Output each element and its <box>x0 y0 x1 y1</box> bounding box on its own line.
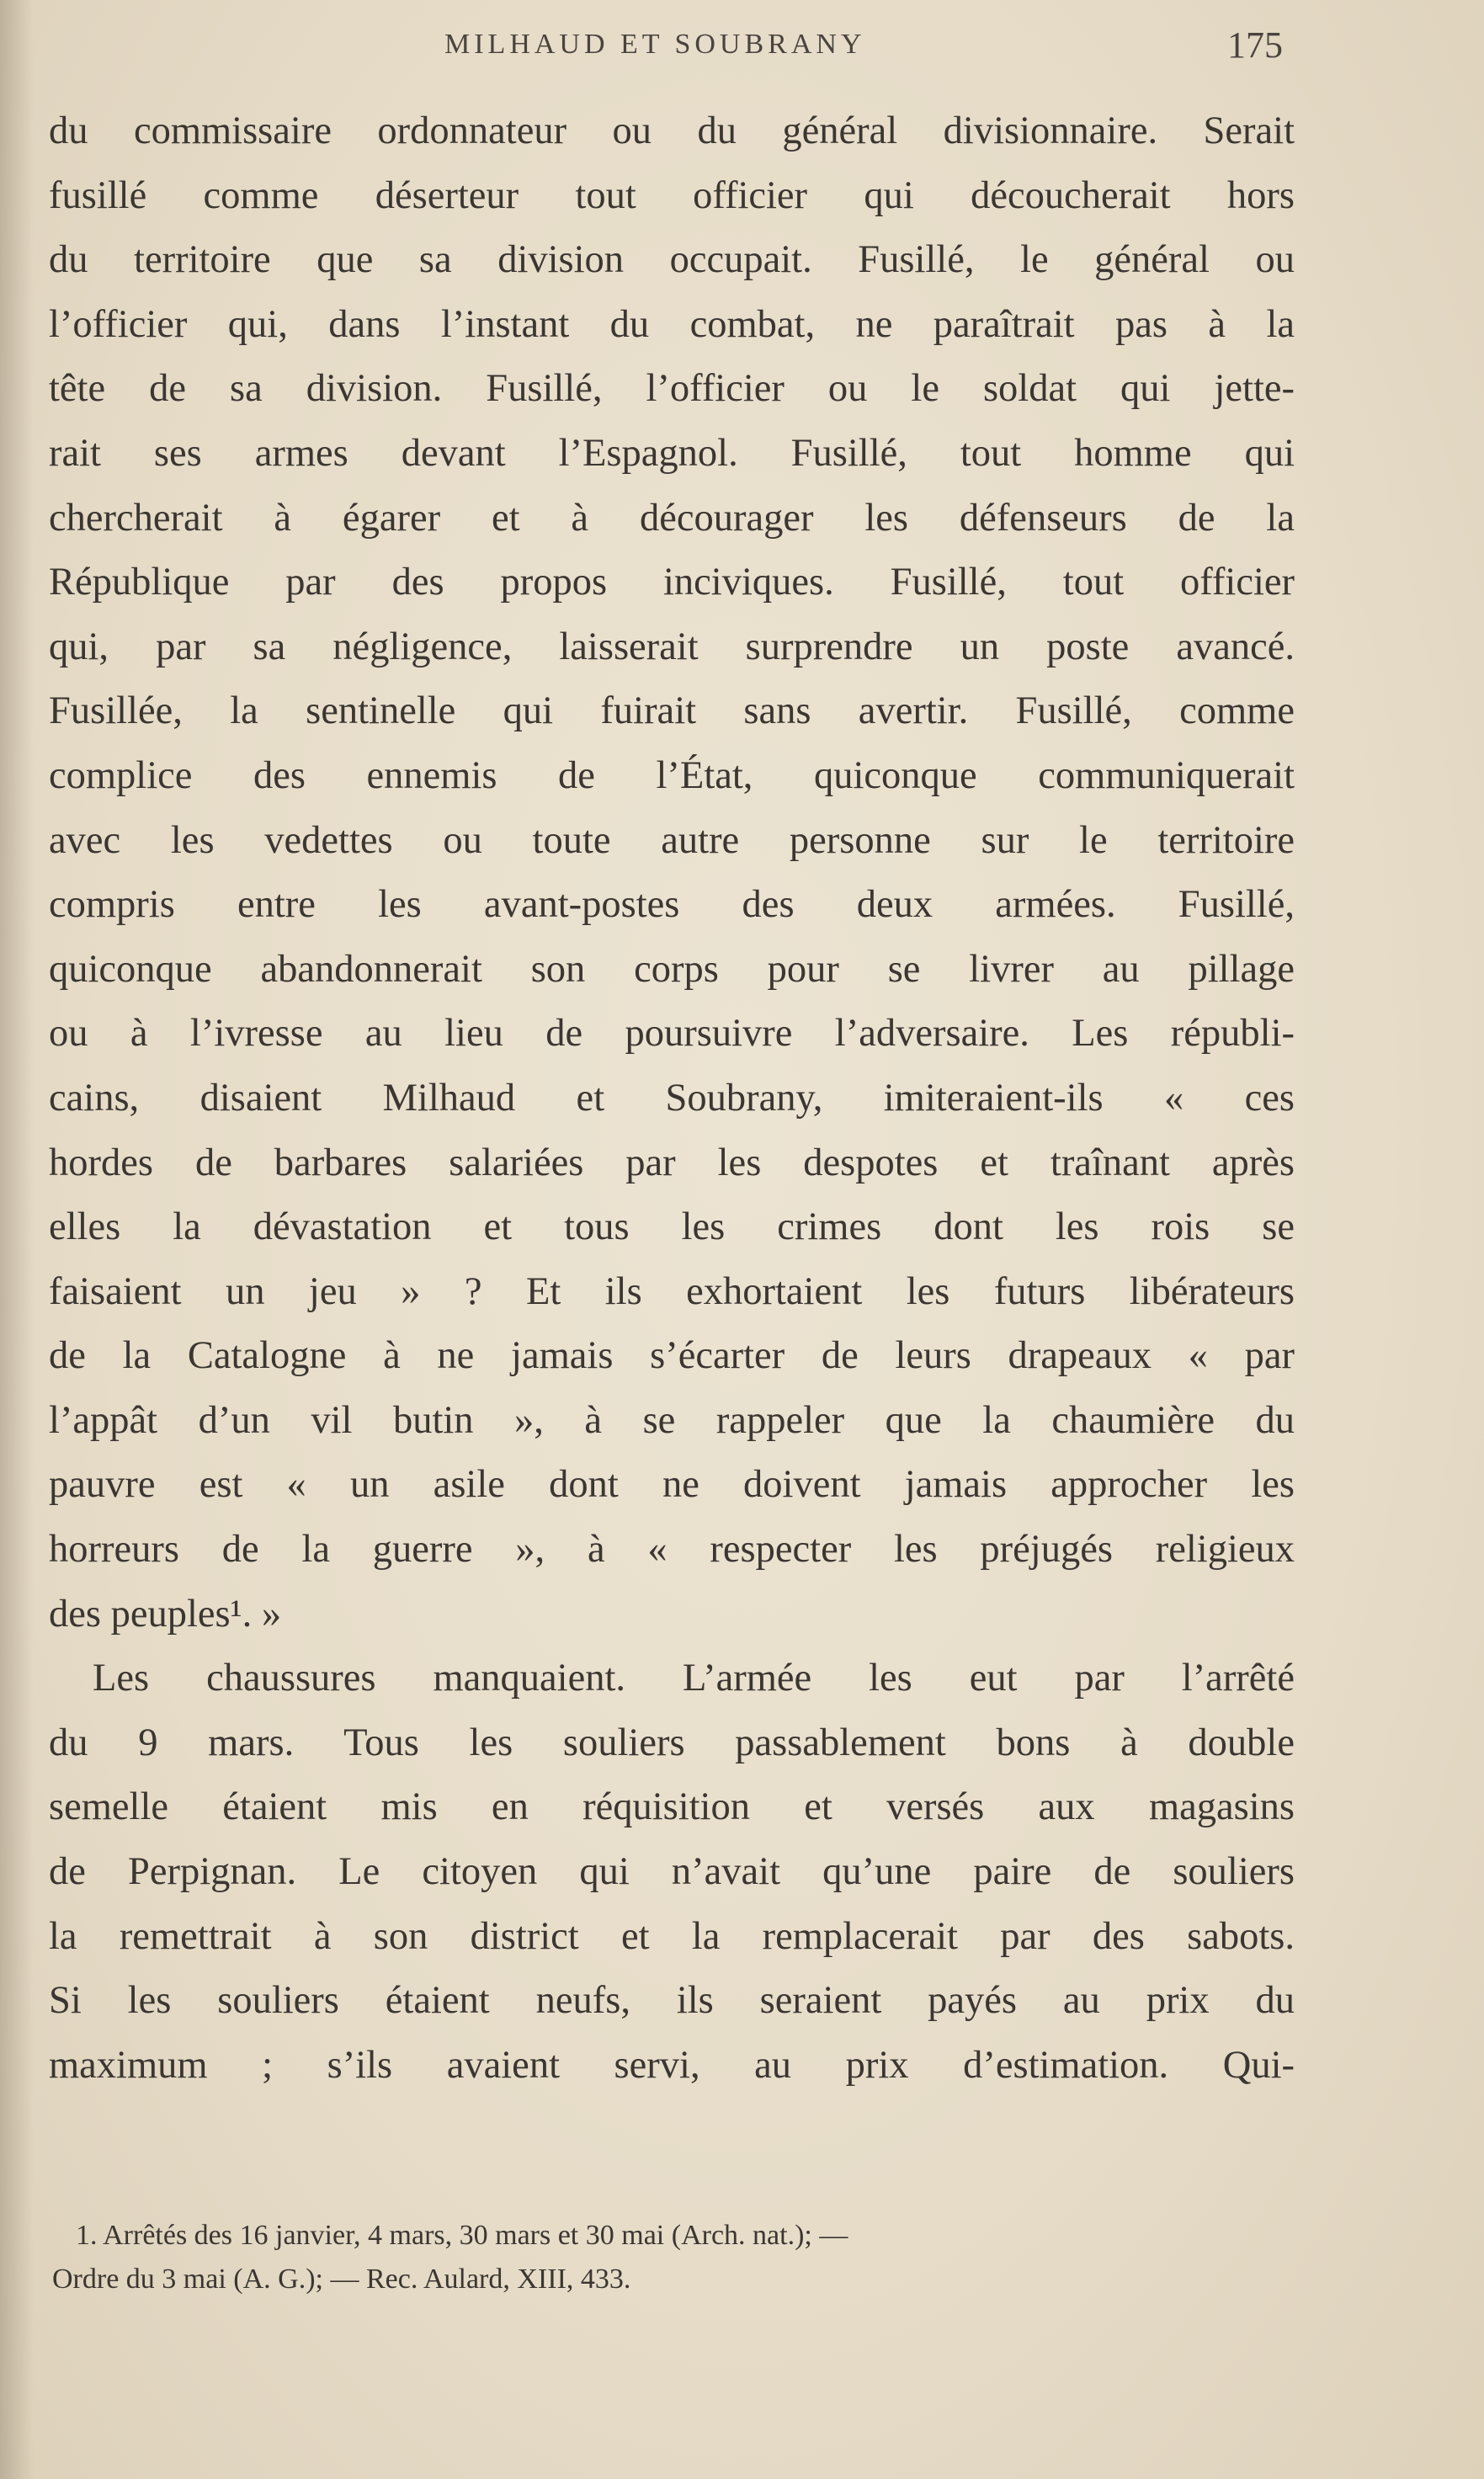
text-line: Fusillée, la sentinelle qui fuirait sans avertir. Fusillé, comme <box>49 689 1295 733</box>
text-line: avec les vedettes ou toute autre personne sur le territoire <box>49 818 1295 862</box>
text-line: l’appât d’un vil butin », à se rappeler que la chaumière du <box>49 1398 1295 1442</box>
running-title: MILHAUD ET SOUBRANY <box>444 29 866 60</box>
footnote-line: 1. Arrêtés des 16 janvier, 4 mars, 30 mars et 30 mai (Arch. nat.); — <box>76 2220 848 2251</box>
text-line: la remettrait à son district et la remplacerait par des sabots. <box>49 1914 1295 1958</box>
text-line: pauvre est « un asile dont ne doivent jamais approcher les <box>49 1463 1295 1507</box>
footnote-line: Ordre du 3 mai (A. G.); — Rec. Aulard, XIII, 433. <box>52 2264 631 2295</box>
text-line: l’officier qui, dans l’instant du combat, ne paraîtrait pas à la <box>49 302 1295 346</box>
text-line: tête de sa division. Fusillé, l’officier ou le soldat qui jette- <box>49 367 1295 411</box>
page-number: 175 <box>1227 24 1283 66</box>
text-line: rait ses armes devant l’Espagnol. Fusillé, tout homme qui <box>49 431 1295 475</box>
text-line: ou à l’ivresse au lieu de poursuivre l’adversaire. Les républi- <box>49 1012 1295 1056</box>
body-text <box>49 99 1295 2098</box>
text-line: du 9 mars. Tous les souliers passablement bons à double <box>49 1721 1295 1764</box>
binding-shadow <box>0 0 34 2479</box>
text-line: compris entre les avant-postes des deux armées. Fusillé, <box>49 883 1295 927</box>
text-line: fusillé comme déserteur tout officier qui découcherait hors <box>49 173 1295 217</box>
text-line: Les chaussures manquaient. L’armée les eut par l’arrêté <box>93 1657 1295 1700</box>
text-line: des peuples¹. » <box>49 1592 282 1636</box>
text-line: faisaient un jeu » ? Et ils exhortaient les futurs libérateurs <box>49 1269 1295 1313</box>
text-line: du commissaire ordonnateur ou du général divisionnaire. Serait <box>49 109 1295 152</box>
text-line: cains, disaient Milhaud et Soubrany, imiteraient-ils « ces <box>49 1076 1295 1120</box>
text-line: de Perpignan. Le citoyen qui n’avait qu’une paire de souliers <box>49 1850 1295 1894</box>
text-line: quiconque abandonnerait son corps pour se livrer au pillage <box>49 947 1295 991</box>
footnotes <box>52 2214 1306 2301</box>
text-line: de la Catalogne à ne jamais s’écarter de leurs drapeaux « par <box>49 1334 1295 1378</box>
text-line: horreurs de la guerre », à « respecter les préjugés religieux <box>49 1528 1295 1572</box>
text-line: semelle étaient mis en réquisition et versés aux magasins <box>49 1785 1295 1829</box>
text-line: complice des ennemis de l’État, quiconque communiquerait <box>49 753 1295 797</box>
text-line: elles la dévastation et tous les crimes dont les rois se <box>49 1205 1295 1249</box>
page-header <box>0 24 1484 74</box>
text-line: maximum ; s’ils avaient servi, au prix d’estimation. Qui- <box>49 2043 1295 2087</box>
text-line: du territoire que sa division occupait. Fusillé, le général ou <box>49 238 1295 282</box>
text-line: Si les souliers étaient neufs, ils seraient payés au prix du <box>49 1979 1295 2023</box>
text-line: République par des propos inciviques. Fusillé, tout officier <box>49 561 1295 604</box>
text-line: hordes de barbares salariées par les despotes et traînant après <box>49 1141 1295 1184</box>
text-line: chercherait à égarer et à décourager les défenseurs de la <box>49 496 1295 540</box>
text-line: qui, par sa négligence, laisserait surprendre un poste avancé. <box>49 625 1295 668</box>
